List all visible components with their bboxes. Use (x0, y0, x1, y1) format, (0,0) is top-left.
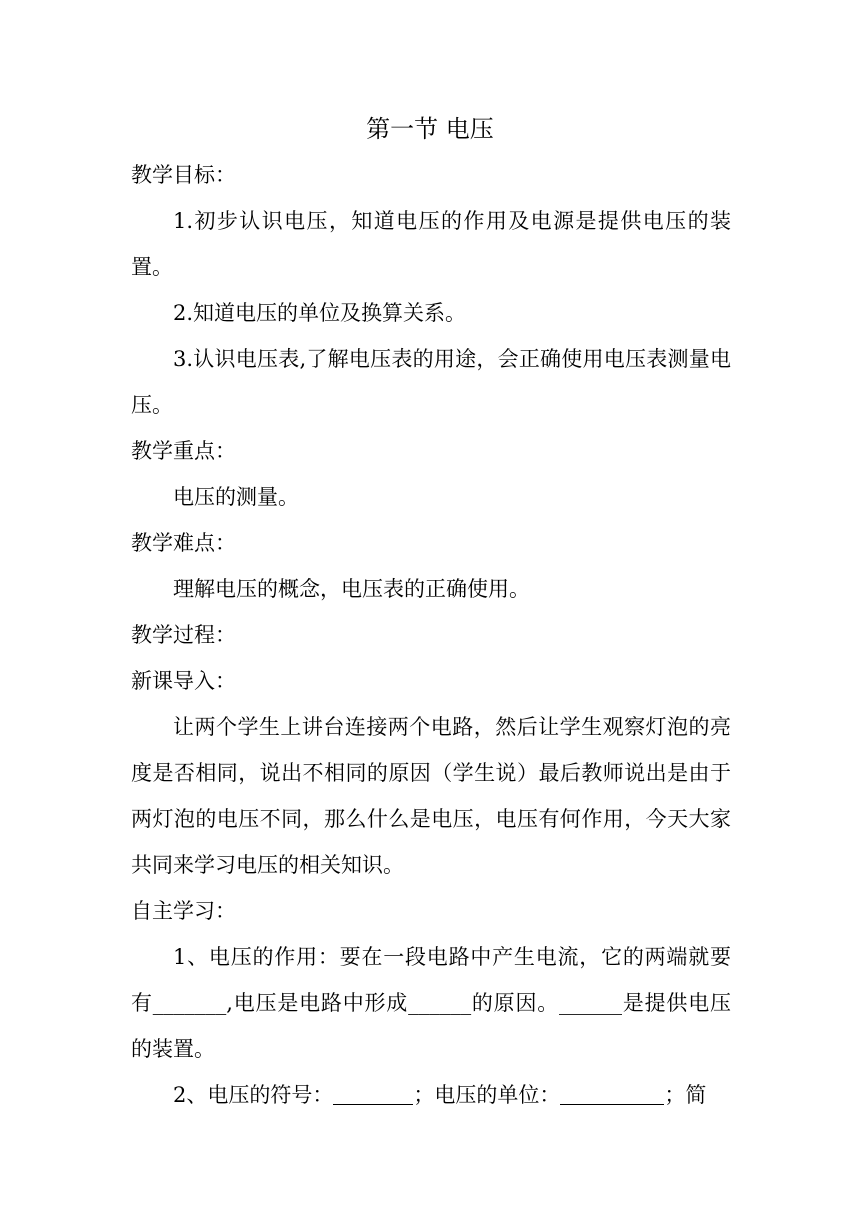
intro-heading: 新课导入： (131, 669, 236, 693)
key-points-heading: 教学重点： (131, 439, 236, 463)
page-title: 第一节 电压 (366, 115, 494, 143)
question-1-part-b: ,电压是电路中形成 (226, 991, 409, 1015)
difficulty-heading: 教学难点： (131, 531, 236, 555)
question-2-part-b: ；电压的单位： (413, 1083, 561, 1107)
question-1-part-c: 的原因。 (471, 991, 560, 1015)
goals-heading: 教学目标： (131, 163, 236, 187)
question-1-blank-1: _______ (152, 991, 227, 1015)
question-1 (131, 934, 731, 1072)
process-heading: 教学过程： (131, 623, 236, 647)
goal-3: 3.认识电压表,了解电压表的用途，会正确使用电压表测量电压。 (131, 347, 731, 417)
question-1-blank-3: ______ (559, 991, 623, 1015)
question-2-blank-1 (333, 1082, 413, 1105)
key-points-text: 电压的测量。 (173, 485, 299, 509)
intro-text: 让两个学生上讲台连接两个电路，然后让学生观察灯泡的亮度是否相同，说出不相同的原因（学生说）最后教师说出是由于两灯泡的电压不同，那么什么是电压，电压有何作用，今天大家共同来学习电压的相关知识。 (131, 715, 731, 877)
document-body (131, 152, 731, 1118)
self-study-heading: 自主学习： (131, 899, 236, 923)
question-1-part-a: 1、电压的作用：要在一段电路中产生电流，它的两端就要有 (131, 945, 731, 1015)
goal-2: 2.知道电压的单位及换算关系。 (173, 301, 467, 325)
question-2 (131, 1072, 731, 1118)
question-1-blank-2: ______ (408, 991, 472, 1015)
question-1-part-d: 是提供电压的装置。 (131, 991, 731, 1061)
question-2-blank-2 (560, 1082, 664, 1105)
difficulty-text: 理解电压的概念，电压表的正确使用。 (173, 577, 530, 601)
question-2-part-a: 2、电压的符号： (173, 1083, 334, 1107)
goal-1: 1.初步认识电压，知道电压的作用及电源是提供电压的装置。 (131, 209, 731, 279)
question-2-part-c: ；简 (664, 1083, 707, 1107)
